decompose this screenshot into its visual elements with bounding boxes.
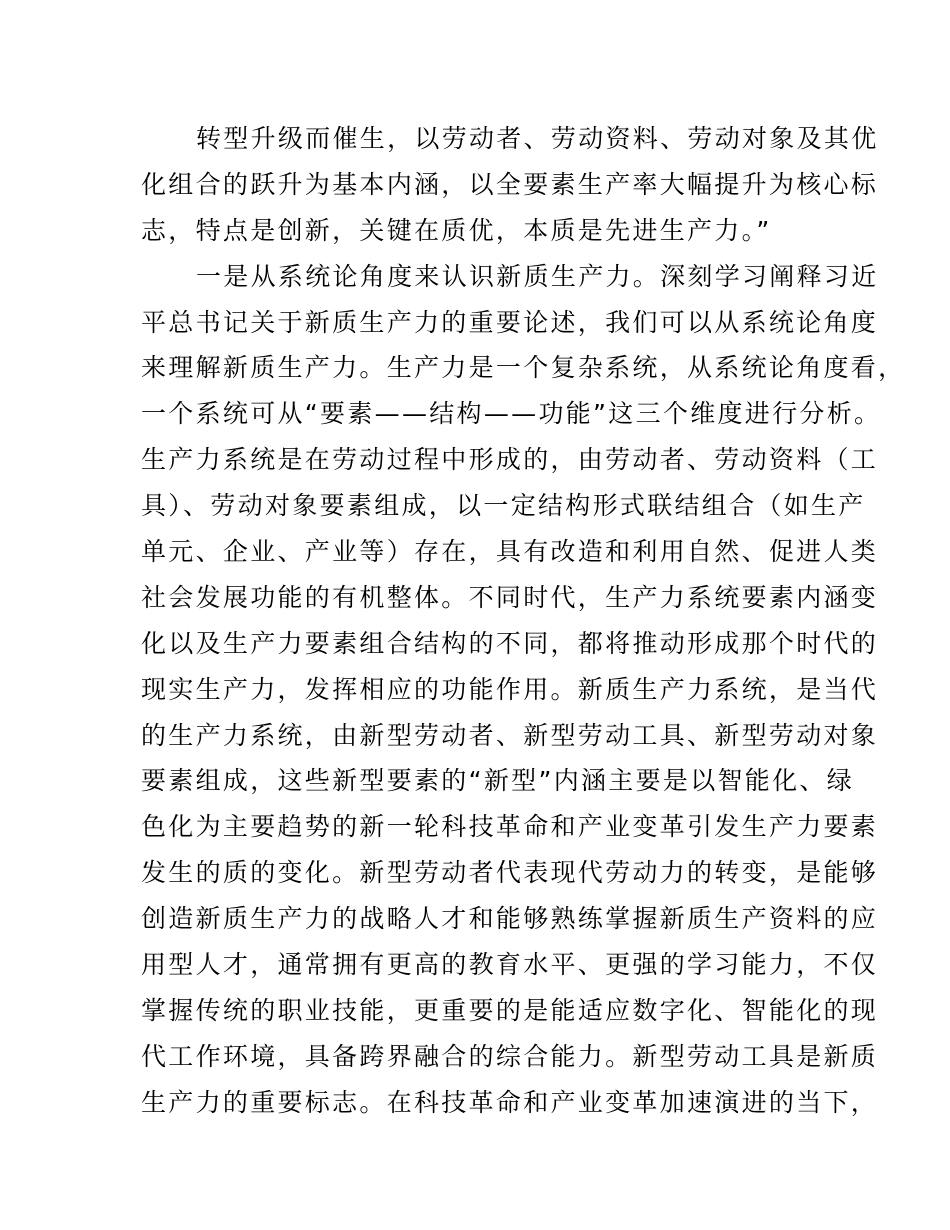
text-line: 单元、企业、产业等）存在，具有改造和利用自然、促进人类 [141,537,879,567]
text-line: 一是从系统论角度来认识新质生产力。深刻学习阐释习近 [196,261,879,291]
text-line: 志，特点是创新，关键在质优，本质是先进生产力。” [141,215,772,245]
text-line: 化以及生产力要素组合结构的不同，都将推动形成那个时代的 [141,628,879,658]
text-line: 生产力系统是在劳动过程中形成的，由劳动者、劳动资料（工 [141,445,879,475]
text-line: 现实生产力，发挥相应的功能作用。新质生产力系统，是当代 [141,674,879,704]
text-line: 化组合的跃升为基本内涵，以全要素生产率大幅提升为核心标 [141,169,879,199]
text-line: 来理解新质生产力。生产力是一个复杂系统，从系统论角度看， [141,353,906,383]
text-line: 发生的质的变化。新型劳动者代表现代劳动力的转变，是能够 [141,858,879,888]
text-line: 平总书记关于新质生产力的重要论述，我们可以从系统论角度 [141,307,879,337]
text-line: 社会发展功能的有机整体。不同时代，生产力系统要素内涵变 [141,582,879,612]
text-line: 掌握传统的职业技能，更重要的是能适应数字化、智能化的现 [141,995,879,1025]
text-line: 创造新质生产力的战略人才和能够熟练掌握新质生产资料的应 [141,904,879,934]
paragraph-2 [141,254,906,1126]
text-line: 一个系统可从“要素——结构——功能”这三个维度进行分析。 [141,399,882,429]
text-line: 具）、劳动对象要素组成，以一定结构形式联结组合（如生产 [141,491,866,521]
body-text [141,116,906,1126]
text-line: 的生产力系统，由新型劳动者、新型劳动工具、新型劳动对象 [141,720,879,750]
text-line: 转型升级而催生，以劳动者、劳动资料、劳动对象及其优 [196,124,879,153]
text-line: 要素组成，这些新型要素的“新型”内涵主要是以智能化、绿 [141,766,855,796]
text-line: 用型人才，通常拥有更高的教育水平、更强的学习能力，不仅 [141,950,879,980]
text-line: 色化为主要趋势的新一轮科技革命和产业变革引发生产力要素 [141,812,879,842]
paragraph-1 [141,116,879,254]
text-line: 代工作环境，具备跨界融合的综合能力。新型劳动工具是新质 [141,1041,879,1071]
text-line: 生产力的重要标志。在科技革命和产业变革加速演进的当下， [141,1087,879,1117]
